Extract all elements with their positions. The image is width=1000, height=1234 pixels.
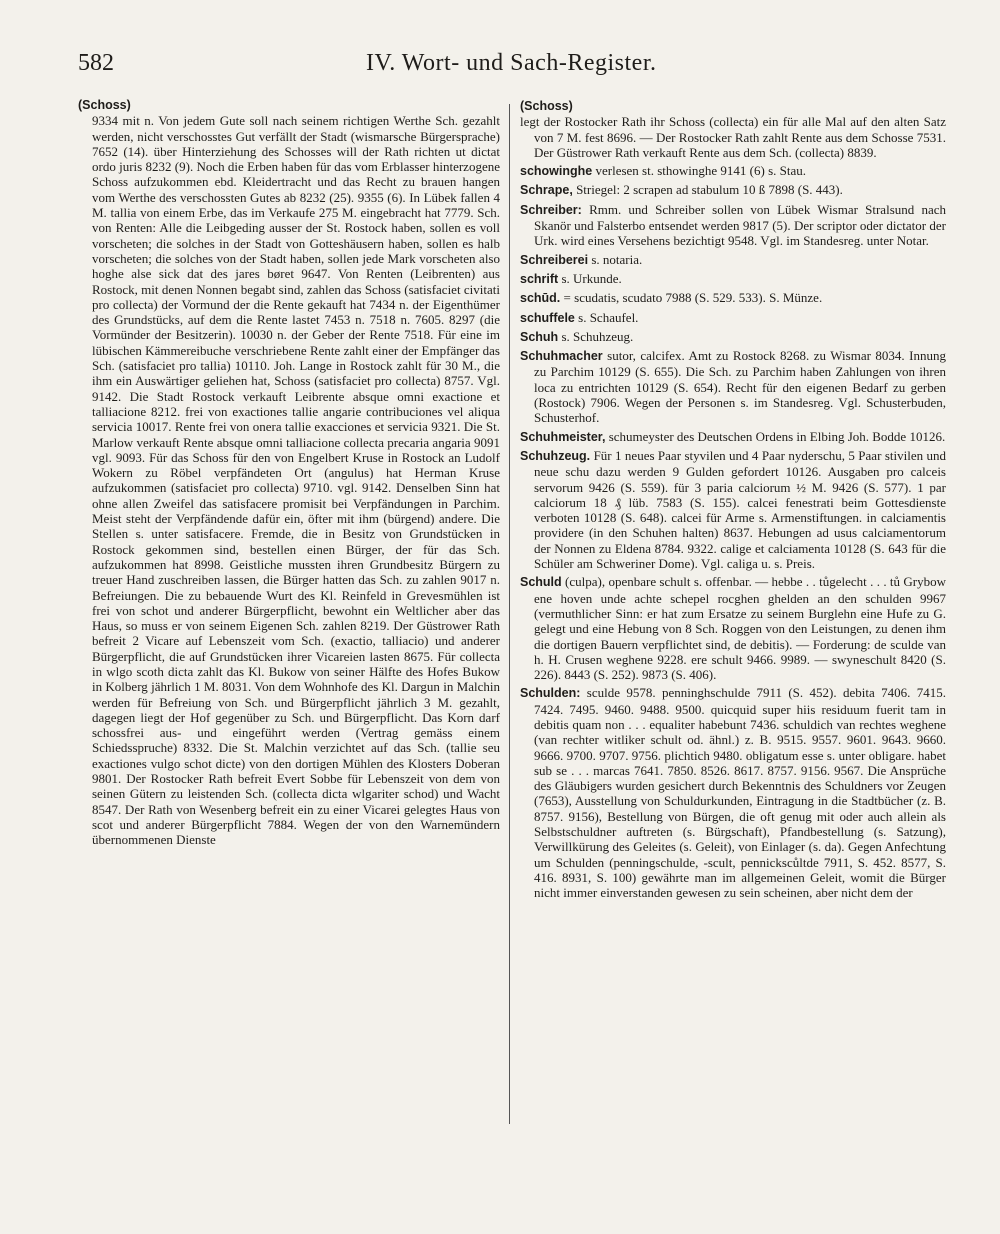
entry-term: schowinghe <box>520 164 593 179</box>
entry-term: Schuh <box>520 329 559 344</box>
entry-text: Für 1 neues Paar styvilen und 4 Paar nyderschu, 5 Paar stivilen und neue schu dazu werden 9 Gulden gefordert 10126. Ausgaben pro calceis servorum 9426 (S. 559). für 3 paria calciorum ½ M. 9426 (S. 577). 1 par calciorum 18 ₰ lüb. 7583 (S. 155). calcei fenestrati beim Gottesdienste verboten 10128 (S. 648). calcei für Arme s. Armenstiftungen. in calciamentis providere (in den Schuhen halten) 8637. Hebungen ad usus calciamentorum der Nonnen zu Eldena 8784. 9322. calige et calciamenta 10128 (S. 643 für die Schüler am Schweriner Dome). Vgl. caliga u. s. Preis. <box>534 447 946 572</box>
entry-text: s. Schaufel. <box>578 309 639 325</box>
entry-text: legt der Rostocker Rath ihr Schoss (collecta) ein für alle Mal auf den alten Satz von 7 M. fest 8696. — Der Rostocker Rath zahlt Rente aus dem Schosse 7531. Der Güstrower Rath verkauft Rente aus dem Sch. (collecta) 8839. <box>520 114 946 160</box>
entry-text: s. Urkunde. <box>561 270 622 286</box>
index-entry <box>520 329 946 345</box>
index-entry <box>520 182 946 198</box>
index-entry <box>520 348 946 425</box>
left-column <box>78 98 500 848</box>
index-entry <box>520 448 946 571</box>
entry-term: schrift <box>520 271 559 286</box>
index-entry <box>520 98 946 160</box>
page-header <box>78 50 938 90</box>
entry-term: Schrape, <box>520 183 573 198</box>
entry-text: = scudatis, scudato 7988 (S. 529. 533). S. Münze. <box>563 290 823 306</box>
index-entry <box>520 310 946 326</box>
right-column <box>520 98 946 904</box>
column-divider <box>509 104 510 1124</box>
index-entry <box>520 429 946 445</box>
index-entry <box>520 202 946 249</box>
index-entry <box>520 163 946 179</box>
entry-term: Schreiberei <box>520 252 589 267</box>
index-entry <box>520 685 946 900</box>
entry-text: Striegel: 2 scrapen ad stabulum 10 ß 7898 (S. 443). <box>576 182 843 198</box>
entry-term: Schreiber: <box>520 202 582 217</box>
page-number: 582 <box>78 50 114 76</box>
entry-text: s. notaria. <box>591 251 643 267</box>
entry-text: sutor, calcifex. Amt zu Rostock 8268. zu Wismar 8034. Innung zu Parchim 10129 (S. 655). Die Sch. zu Parchim haben Zahlungen von ihren loca zu entrichten 10129 (S. 654). Recht für den eigenen Bedarf zu gerben (Rostock) 7906. Wegen der Personen s. im Standesreg. Vgl. Schusterbuden, Schusterhof. <box>534 348 946 426</box>
entry-text: Rmm. und Schreiber sollen von Lübek Wismar Stralsund nach Skanör und Falsterbo entsendet werden 9817 (5). Der scriptor oder dictator der Urk. wird eines Versehens bezichtigt 9548. Vgl. im Standesreg. unter Notar. <box>534 201 946 249</box>
entry-text: s. Schuhzeug. <box>561 328 634 344</box>
entry-term: Schulden: <box>520 686 581 701</box>
entry-term: Schuld <box>520 575 562 590</box>
entry-text: schumeyster des Deutschen Ordens in Elbing Joh. Bodde 10126. <box>608 428 946 444</box>
index-entry <box>520 252 946 268</box>
entry-term: schuffele <box>520 310 575 325</box>
entry-term: (Schoss) <box>520 99 573 113</box>
entry-term: Schuhmeister, <box>520 429 606 444</box>
entry-term: schūd. <box>520 291 561 306</box>
index-entry <box>520 271 946 287</box>
left-column-head: (Schoss) <box>78 98 131 112</box>
entry-term: Schuhzeug. <box>520 448 591 463</box>
entry-text: verlesen st. sthowinghe 9141 (6) s. Stau. <box>595 163 806 179</box>
index-entry <box>520 574 946 682</box>
entry-text: sculde 9578. penninghschulde 7911 (S. 452). debita 7406. 7415. 7424. 7495. 9460. 9488. 9500. quicquid super hiis residuum fuerit tam in debitis quam non . . . equaliter habebunt 7436. schuldich van rechtes weghene (van rechter witliker schult od. ähnl.) z. B. 9515. 9557. 9601. 9643. 9660. 9666. 9700. 9707. 9756. plichtich 9480. obligatum esse s. unter obligare. habet sub se . . . marcas 7641. 7850. 8526. 8617. 8757. 9156. 9567. Die Ansprüche des Gläubigers wurden gesichert durch Bekenntnis des Schuldners vor Zeugen (7653), Ausstellung von Schuldurkunden, Eintragung in die Stadtbücher (z. B. 8757. 9156), Bestellung von Bürgen, die oft genug mit oder auch allein als Selbstschuldner auftreten (s. Bürgschaft), Pfandbestellung (s. Satzung), Verwillkürung des Geleites (s. Geleit), von Einlager (s. da). Gegen Anfechtung um Schulden (penningschulde, -scult, pennickscůltde 7911, S. 452. 8577, S. 416. 8931, S. 100) gewährte man im allgemeinen Geleit, womit die Bürger nicht immer einverstanden gewesen zu sein scheinen, aber nicht dem der <box>534 685 946 901</box>
index-entry <box>520 290 946 306</box>
running-title: IV. Wort- und Sach-Register. <box>366 50 657 76</box>
left-column-text: 9334 mit n. Von jedem Gute soll nach seinem richtigen Werthe Sch. gezahlt werden, nicht verschosstes Gut verfällt der Stadt (wismarsche Bürgersprache) 7652 (14). über Hinterziehung des Schosses will der Rath richten ut dictat ordo juris 8232 (9). Noch die Erben haben für das vom Erblasser hinterzogene Schoss aufzukommen ebd. Kleidertracht und das Recht zu brauen hangen vom Werthe des verschossten Gutes ab 8232 (25). 9355 (6). In Lübek fallen 4 M. tallia von einem Erbe, das im Verkaufe 275 M. eingebracht hat 7779. Sch. von Renten: Alle die Leibgeding ausser der St. Rostock haben, sollen es voll vorscheten; die solches in der Stadt von Gotteshäusern haben, sollen es halb vorscheten; die solches von der Stadt haben, sollen jede Mark vorscheten also hoghe alse sick dat des jares børet 9647. Von Renten (Leibrenten) aus Rostock, mit denen Nonnen begabt sind, zahlen das Schoss (satisfaciet civitati pro collecta) der Vormund der die Rente gekauft hat 7434 n. der Eigenthümer des Grundstücks, auf dem die Rente lastet 7453 n. 7518 n. 7605. 8297 (die Vormünder der Besitzerin). 10030 n. der Geber der Rente 7518. Für eine im lübischen Kämmereibuche verschriebene Rente zahlt einer der Empfänger das Sch. (satisfaciet pro tallia) 10110. Joh. Lange in Rostock zahlt für 30 M., die ihm ein Auswärtiger geliehen hat, Schoss (satisfaciet pro collecta) 8757. Vgl. 9142. Die Stadt Rostock verkauft Leibrente absque omni exactione et talliacione 8212. frei von exactiones tallie angarie contribuciones vel aliqua servicia 10017. Rente frei von onera tallie exacciones et servicia 9321. Die St. Marlow verkauft Rente absque omni talliacione collecta precaria angaria 9091 vgl. 9093. Für das Schoss für den von Engelbert Kruse in Rostock an Ludolf Wokern zu Röbel verpfändeten Ort (angulus) hat Herman Kruse aufzukommen (satisfaciet pro collecta) 9710. vgl. 9142. Denselben Sinn hat ohne allen Zweifel das satisfacere promisit bei Verpfändungen in Parchim. Meist steht der Verpfändende dafür ein, öfter mit ihm (bürgend) andere. Die Stellen s. unter satisfacere. Fremde, die in Besitz von Grundstücken in Rostock gekommen sind, bestellen einen Bürger, der für das Sch. aufzukommen hat 8998. Geistliche mussten ihren Grundbesitz Bürgern zu treuer Hand zuschreiben lassen, die Bürger hatten das Sch. zu zahlen 9017 n. Befreiungen. Die zu bebauende Wurt des Kl. Reinfeld in Grevesmühlen ist frei von schot und anderer Bürgerpflicht, bewohnt ein Weltlicher aber das Haus, so muss er von seinem Eigenen Sch. zahlen 8219. Der Güstrower Rath befreit 2 Vicare auf Lebenszeit vom Sch. (exactio, talliacio) und anderer Bürgerpflicht, die auf Grundstücken ihrer Vicareien lasten 8675. Für collecta in wlgo scoth dicta zahlt das Kl. Bukow von seiner Hälfte des Hofes Bukow in Kolberg jährlich 1 M. 8031. Von dem Wohnhofe des Kl. Dargun in Malchin werden für Befreiung von Sch. und Bürgerpflicht jährlich 3 M. gezahlt, dagegen liegt der Hof gegenüber zu Sch. und Bürgerpflicht. Das Korn darf schossfrei aus- und eingeführt werden (Vertrag gemäss einem Schiedsspruche) 8332. Die St. Malchin verzichtet auf das Sch. (tallie seu exactiones vulgo schot dicte) von den dortigen Mühlen des Klosters Doberan 9801. Der Rostocker Rath befreit Evert Sobbe für Lebenszeit von dem von seinen Gütern zu leistenden Sch. (collecta dicta wlgariter schod) und Wacht 8547. Der Rath von Wesenberg befreit ein zu einer Vicarei gelegtes Haus von scot und anderer Bürgerpflicht 7884. Wegen der von den Warnemündern übernommenen Dienste <box>92 113 500 848</box>
entry-text: (culpa), openbare schult s. offenbar. — hebbe . . tůgelecht . . . tů Grybow ene hoven unde achte schepel rocghen ghelden an den schulden 9967 (vermuthlicher Sinn: er hat zum Ersatze zu seinem Burglehn eine Hufe zu G. gelegt und eine Hebung von 8 Sch. Roggen von den Leistungen, zu denen ihm die dortigen Bauern verpflichtet sind, de debitis). — Forderung: de sculde van h. H. Crusen weghene 9228. ere schult 9466. 9989. — swyneschult 8420 (S. 226). 8443 (S. 252). 9873 (S. 406). <box>534 574 946 683</box>
entry-term: Schuhmacher <box>520 349 603 364</box>
